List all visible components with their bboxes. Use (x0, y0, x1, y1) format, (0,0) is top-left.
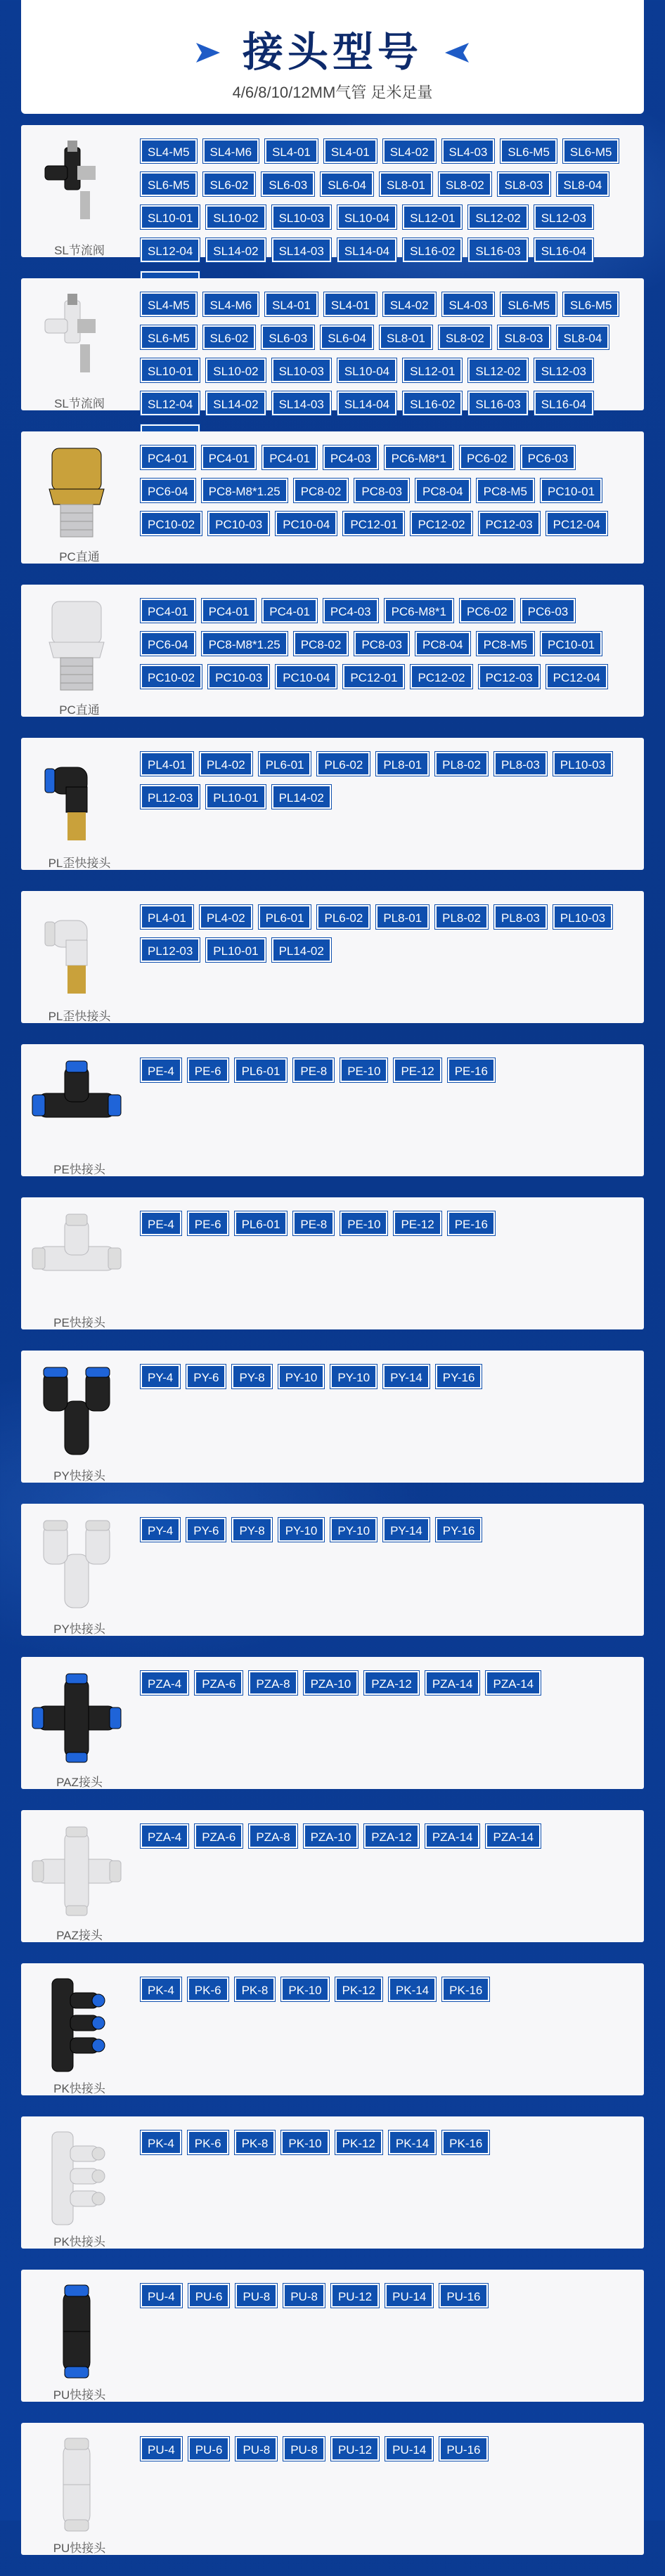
model-tag[interactable]: PL10-03 (553, 752, 612, 776)
model-tag[interactable]: SL10-03 (272, 358, 331, 382)
py-wye-white-icon (24, 1512, 129, 1618)
product-list (21, 125, 644, 2576)
model-tag[interactable]: SL4-02 (383, 292, 436, 316)
model-tag[interactable]: PZA-6 (195, 1671, 243, 1695)
pc-steel-fitting-icon (24, 593, 129, 698)
model-tag[interactable]: PL6-02 (317, 752, 370, 776)
model-tag[interactable]: PE-6 (188, 1211, 228, 1235)
model-tag[interactable]: PC12-01 (343, 665, 404, 689)
model-tag[interactable]: PY-6 (186, 1518, 226, 1542)
model-tag[interactable]: PE-12 (394, 1211, 441, 1235)
model-tag[interactable]: PL14-02 (272, 938, 331, 962)
model-tag[interactable]: PC12-03 (479, 665, 540, 689)
model-tag[interactable]: PC12-03 (479, 512, 540, 535)
model-tag[interactable]: SL10-03 (272, 205, 331, 229)
model-tag[interactable]: PZA-8 (249, 1671, 297, 1695)
model-tag[interactable]: PL8-03 (494, 752, 547, 776)
product-caption: PU快接头 (53, 2388, 106, 2402)
model-tag[interactable]: PC8-M5 (477, 632, 534, 656)
model-tag[interactable]: PE-16 (448, 1211, 495, 1235)
model-tag[interactable]: PC8-M5 (477, 479, 534, 502)
model-tag[interactable]: PZA-8 (249, 1824, 297, 1848)
model-tag[interactable]: PU-8 (235, 2437, 277, 2461)
model-tag[interactable]: SL12-04 (141, 238, 200, 262)
product-caption: PL歪快接头 (48, 1010, 111, 1023)
model-tag[interactable]: SL4-M6 (203, 139, 259, 163)
model-tag[interactable]: PZA-6 (195, 1824, 243, 1848)
model-tag[interactable]: PL8-01 (376, 905, 429, 929)
model-tag[interactable]: PK-8 (235, 1977, 276, 2001)
model-tag[interactable]: PC6-04 (141, 632, 195, 656)
model-tag[interactable]: PL4-02 (200, 752, 252, 776)
model-tag[interactable]: SL12-02 (468, 358, 527, 382)
model-tag[interactable]: PK-8 (235, 2131, 276, 2154)
model-tag[interactable]: SL8-02 (439, 172, 491, 196)
model-tag[interactable]: PU-4 (141, 2437, 182, 2461)
product-row (21, 1197, 644, 1329)
model-tag[interactable]: PY-10 (278, 1365, 325, 1388)
model-tag[interactable]: SL10-02 (206, 358, 265, 382)
model-tag[interactable]: PU-4 (141, 2284, 182, 2308)
model-tag[interactable]: PC6-02 (460, 599, 515, 623)
model-tag[interactable]: PC10-01 (541, 632, 602, 656)
model-tag[interactable]: SL10-04 (337, 205, 396, 229)
product-row (21, 1504, 644, 1636)
model-tag[interactable]: PZA-12 (364, 1671, 419, 1695)
py-wye-black-icon (24, 1359, 129, 1464)
model-tag[interactable]: SL8-01 (380, 172, 432, 196)
model-tag[interactable]: SL4-03 (442, 139, 495, 163)
model-tag[interactable]: SL6-02 (203, 325, 256, 349)
model-tag[interactable]: PU-16 (439, 2284, 487, 2308)
model-tag[interactable]: PC6-03 (521, 599, 576, 623)
model-tag[interactable]: PC10-04 (276, 512, 337, 535)
model-tag[interactable]: PC8-03 (354, 632, 409, 656)
model-tag[interactable]: PY-14 (383, 1365, 430, 1388)
model-tag[interactable]: PE-4 (141, 1058, 181, 1082)
model-tag[interactable]: PK-6 (188, 1977, 228, 2001)
model-tag[interactable]: PC10-04 (276, 665, 337, 689)
product-caption: PU快接头 (53, 2542, 106, 2555)
model-tag[interactable]: PL12-03 (141, 938, 200, 962)
model-tag[interactable]: PL4-01 (141, 905, 193, 929)
model-tag[interactable]: SL8-04 (557, 325, 609, 349)
pk-manifold-white-icon (24, 2125, 129, 2230)
model-tag[interactable]: PL14-02 (272, 785, 331, 809)
page-subtitle: 4/6/8/10/12MM气管 足米足量 (232, 84, 433, 101)
model-tag[interactable]: PC8-02 (294, 632, 349, 656)
model-tag[interactable]: PC4-01 (262, 599, 317, 623)
model-tag[interactable]: SL10-01 (141, 358, 200, 382)
model-tag[interactable]: PL8-03 (494, 905, 547, 929)
model-tag-list (141, 1058, 633, 1091)
model-tag[interactable]: PU-14 (385, 2284, 433, 2308)
model-tag[interactable]: PZA-14 (425, 1671, 480, 1695)
model-tag-list (141, 1211, 633, 1244)
model-tag[interactable]: PU-8 (283, 2437, 325, 2461)
model-tag[interactable]: PC4-01 (141, 445, 195, 469)
model-tag[interactable]: PC12-04 (546, 665, 607, 689)
product-caption: PY快接头 (53, 1469, 105, 1483)
model-tag[interactable]: PZA-4 (141, 1671, 188, 1695)
model-tag[interactable]: PC4-01 (262, 445, 317, 469)
model-tag[interactable]: SL16-02 (403, 391, 462, 415)
model-tag[interactable]: PE-16 (448, 1058, 495, 1082)
product-row (21, 278, 644, 410)
model-tag[interactable]: SL12-02 (468, 205, 527, 229)
pe-tee-white-icon (24, 1206, 129, 1311)
page-title: 接头型号 (242, 30, 422, 75)
model-tag[interactable]: PE-10 (340, 1058, 387, 1082)
model-tag[interactable]: SL14-04 (337, 238, 396, 262)
model-tag[interactable]: PL4-02 (200, 905, 252, 929)
product-caption: PE快接头 (53, 1316, 105, 1329)
product-row (21, 2116, 644, 2249)
product-row (21, 585, 644, 717)
model-tag[interactable]: PE-8 (293, 1058, 334, 1082)
product-caption: PL歪快接头 (48, 857, 111, 870)
model-tag[interactable]: SL10-01 (141, 205, 200, 229)
model-tag[interactable]: PZA-4 (141, 1824, 188, 1848)
model-tag[interactable]: PU-14 (385, 2437, 433, 2461)
model-tag[interactable]: PL6-01 (235, 1211, 288, 1235)
paz-cross-white-icon (24, 1819, 129, 1924)
model-tag-list (141, 445, 633, 545)
model-tag[interactable]: PK-16 (442, 1977, 489, 2001)
model-tag[interactable]: PL8-02 (435, 905, 488, 929)
model-tag[interactable]: PY-6 (186, 1365, 226, 1388)
model-tag[interactable]: PU-12 (331, 2437, 379, 2461)
product-caption: SL节流阀 (54, 244, 105, 257)
model-tag[interactable]: PK-14 (389, 1977, 436, 2001)
product-row (21, 431, 644, 564)
model-tag[interactable]: PE-12 (394, 1058, 441, 1082)
model-tag[interactable]: SL10-04 (337, 358, 396, 382)
product-row (21, 891, 644, 1023)
model-tag[interactable]: PC4-03 (323, 599, 378, 623)
product-row (21, 1963, 644, 2095)
model-tag[interactable]: SL6-M5 (563, 139, 619, 163)
model-tag[interactable]: SL16-03 (468, 391, 527, 415)
model-tag[interactable]: PZA-14 (425, 1824, 480, 1848)
product-caption: PK快接头 (53, 2235, 105, 2249)
model-tag[interactable]: SL12-01 (403, 358, 462, 382)
model-tag[interactable]: PC8-04 (415, 632, 470, 656)
model-tag[interactable]: PL6-01 (259, 752, 311, 776)
model-tag[interactable]: PZA-10 (304, 1671, 359, 1695)
model-tag[interactable]: PC10-01 (541, 479, 602, 502)
pe-tee-black-icon (24, 1053, 129, 1158)
model-tag[interactable]: SL12-04 (141, 391, 200, 415)
model-tag[interactable]: PC12-01 (343, 512, 404, 535)
model-tag-list (141, 1977, 633, 2010)
pu-straight-white-icon (24, 2431, 129, 2537)
model-tag[interactable]: PL10-01 (206, 938, 265, 962)
product-row (21, 2423, 644, 2555)
model-tag[interactable]: PZA-14 (486, 1671, 541, 1695)
model-tag[interactable]: PK-10 (281, 2131, 328, 2154)
model-tag[interactable]: PC4-01 (141, 599, 195, 623)
model-tag[interactable]: SL6-04 (321, 325, 373, 349)
model-tag-list (141, 1518, 633, 1551)
model-tag[interactable]: PY-16 (436, 1518, 482, 1542)
model-tag[interactable]: PC4-03 (323, 445, 378, 469)
product-row (21, 1657, 644, 1789)
model-tag[interactable]: PU-12 (331, 2284, 379, 2308)
model-tag[interactable]: PC10-02 (141, 665, 202, 689)
model-tag[interactable]: SL4-01 (265, 139, 318, 163)
model-tag[interactable]: SL4-M5 (141, 139, 197, 163)
product-row (21, 1810, 644, 1942)
model-tag[interactable]: SL6-M5 (501, 292, 557, 316)
model-tag[interactable]: SL16-03 (468, 238, 527, 262)
arrow-right-icon (193, 41, 223, 65)
model-tag[interactable]: SL6-M5 (501, 139, 557, 163)
model-tag[interactable]: PY-14 (383, 1518, 430, 1542)
model-tag[interactable]: PL10-01 (206, 785, 265, 809)
model-tag[interactable]: PY-10 (278, 1518, 325, 1542)
model-tag[interactable]: PL6-02 (317, 905, 370, 929)
model-tag-list (141, 905, 633, 971)
model-tag[interactable]: PC10-02 (141, 512, 202, 535)
model-tag[interactable]: SL8-03 (498, 172, 550, 196)
model-tag-list (141, 2284, 633, 2317)
model-tag[interactable]: SL6-02 (203, 172, 256, 196)
model-tag[interactable]: PC6-03 (521, 445, 576, 469)
model-tag[interactable]: SL6-M5 (141, 325, 197, 349)
model-tag[interactable]: PC4-01 (202, 445, 257, 469)
pc-brass-fitting-icon (24, 440, 129, 545)
model-tag[interactable]: SL8-03 (498, 325, 550, 349)
model-tag[interactable]: SL4-M6 (203, 292, 259, 316)
model-tag[interactable]: SL8-04 (557, 172, 609, 196)
model-tag[interactable]: SL14-04 (337, 391, 396, 415)
model-tag[interactable]: PL8-01 (376, 752, 429, 776)
product-caption: PC直通 (59, 703, 100, 717)
sl-valve-black-icon (24, 134, 129, 239)
model-tag[interactable]: PC10-03 (208, 665, 269, 689)
model-tag[interactable]: SL4-01 (265, 292, 318, 316)
arrow-left-icon (442, 41, 472, 65)
product-row (21, 1351, 644, 1483)
model-tag[interactable]: PY-10 (330, 1365, 377, 1388)
model-tag[interactable]: PU-16 (439, 2437, 487, 2461)
model-tag[interactable]: SL12-03 (534, 205, 593, 229)
model-tag[interactable]: PC6-M8*1 (385, 599, 453, 623)
model-tag[interactable]: PK-6 (188, 2131, 228, 2154)
model-tag[interactable]: PE-10 (340, 1211, 387, 1235)
model-tag[interactable]: PK-4 (141, 1977, 181, 2001)
model-tag[interactable]: PC12-02 (411, 512, 472, 535)
model-tag[interactable]: PE-8 (293, 1211, 334, 1235)
model-tag[interactable]: SL6-04 (321, 172, 373, 196)
model-tag[interactable]: SL16-04 (534, 391, 593, 415)
paz-cross-black-icon (24, 1665, 129, 1771)
model-tag[interactable]: SL10-02 (206, 205, 265, 229)
model-tag[interactable]: SL6-M5 (141, 172, 197, 196)
product-row (21, 125, 644, 257)
model-tag-list (141, 2131, 633, 2164)
model-tag[interactable]: SL12-01 (403, 205, 462, 229)
sl-valve-white-icon (24, 287, 129, 392)
product-caption: SL节流阀 (54, 397, 105, 410)
model-tag[interactable]: PE-4 (141, 1211, 181, 1235)
model-tag[interactable]: SL12-03 (534, 358, 593, 382)
model-tag[interactable]: SL4-02 (383, 139, 436, 163)
product-row (21, 2270, 644, 2402)
model-tag-list (141, 2437, 633, 2470)
model-tag[interactable]: PY-16 (436, 1365, 482, 1388)
model-tag[interactable]: PK-10 (281, 1977, 328, 2001)
model-tag[interactable]: PC6-M8*1 (385, 445, 453, 469)
model-tag-list (141, 599, 633, 698)
model-tag[interactable]: PC6-02 (460, 445, 515, 469)
product-row (21, 1044, 644, 1176)
product-caption: PY快接头 (53, 1622, 105, 1636)
model-tag[interactable]: PY-4 (141, 1518, 180, 1542)
model-tag[interactable]: SL14-03 (272, 238, 331, 262)
model-tag[interactable]: SL6-03 (262, 325, 314, 349)
model-tag-list (141, 1824, 633, 1857)
model-tag[interactable]: PC6-04 (141, 479, 195, 502)
model-tag[interactable]: SL8-02 (439, 325, 491, 349)
model-tag[interactable]: PC10-03 (208, 512, 269, 535)
model-tag[interactable]: SL4-01 (324, 292, 377, 316)
product-row (21, 738, 644, 870)
model-tag[interactable]: SL16-02 (403, 238, 462, 262)
pl-elbow-white-icon (24, 899, 129, 1005)
model-tag[interactable]: SL14-02 (206, 391, 265, 415)
model-tag[interactable]: PL8-02 (435, 752, 488, 776)
model-tag-list (141, 1365, 633, 1398)
model-tag[interactable]: PL4-01 (141, 752, 193, 776)
title-row (21, 28, 644, 77)
model-tag[interactable]: PC8-M8*1.25 (202, 479, 288, 502)
model-tag[interactable]: PU-8 (283, 2284, 325, 2308)
pk-manifold-black-icon (24, 1972, 129, 2077)
model-tag[interactable]: PZA-10 (304, 1824, 359, 1848)
header-panel (21, 0, 644, 114)
model-tag-list (141, 1671, 633, 1704)
model-tag[interactable]: SL14-03 (272, 391, 331, 415)
product-caption: PE快接头 (53, 1163, 105, 1176)
model-tag[interactable]: PY-8 (232, 1365, 271, 1388)
model-tag[interactable]: PU-6 (188, 2284, 230, 2308)
model-tag[interactable]: SL8-01 (380, 325, 432, 349)
model-tag[interactable]: PL10-03 (553, 905, 612, 929)
model-tag[interactable]: PZA-14 (486, 1824, 541, 1848)
model-tag[interactable]: PZA-12 (364, 1824, 419, 1848)
product-caption: PK快接头 (53, 2082, 105, 2095)
model-tag[interactable]: SL4-03 (442, 292, 495, 316)
model-tag[interactable]: PC8-02 (294, 479, 349, 502)
model-tag[interactable]: SL14-02 (206, 238, 265, 262)
model-tag[interactable]: PK-12 (335, 2131, 382, 2154)
pl-elbow-black-icon (24, 746, 129, 852)
model-tag[interactable]: SL4-M5 (141, 292, 197, 316)
model-tag[interactable]: SL6-03 (262, 172, 314, 196)
model-tag-list (141, 752, 633, 818)
model-tag[interactable]: PK-16 (442, 2131, 489, 2154)
model-tag[interactable]: PC12-02 (411, 665, 472, 689)
model-tag[interactable]: PL6-01 (259, 905, 311, 929)
model-tag[interactable]: PK-14 (389, 2131, 436, 2154)
model-tag[interactable]: PY-4 (141, 1365, 180, 1388)
model-tag[interactable]: PY-10 (330, 1518, 377, 1542)
pu-straight-black-icon (24, 2278, 129, 2383)
model-tag[interactable]: PC12-04 (546, 512, 607, 535)
model-tag[interactable]: PK-12 (335, 1977, 382, 2001)
model-tag[interactable]: PK-4 (141, 2131, 181, 2154)
model-tag[interactable]: SL4-01 (324, 139, 377, 163)
model-tag[interactable]: PC8-04 (415, 479, 470, 502)
model-tag[interactable]: PE-6 (188, 1058, 228, 1082)
model-tag[interactable]: PC8-03 (354, 479, 409, 502)
model-tag[interactable]: SL6-M5 (563, 292, 619, 316)
model-tag[interactable]: PL6-01 (235, 1058, 288, 1082)
product-caption: PAZ接头 (56, 1929, 103, 1942)
model-tag[interactable]: PY-8 (232, 1518, 271, 1542)
model-tag[interactable]: PU-6 (188, 2437, 230, 2461)
model-tag[interactable]: PC4-01 (202, 599, 257, 623)
model-tag[interactable]: PL12-03 (141, 785, 200, 809)
product-caption: PC直通 (59, 550, 100, 564)
model-tag[interactable]: SL16-04 (534, 238, 593, 262)
model-tag[interactable]: PC8-M8*1.25 (202, 632, 288, 656)
product-caption: PAZ接头 (56, 1776, 103, 1789)
model-tag[interactable]: PU-8 (235, 2284, 277, 2308)
